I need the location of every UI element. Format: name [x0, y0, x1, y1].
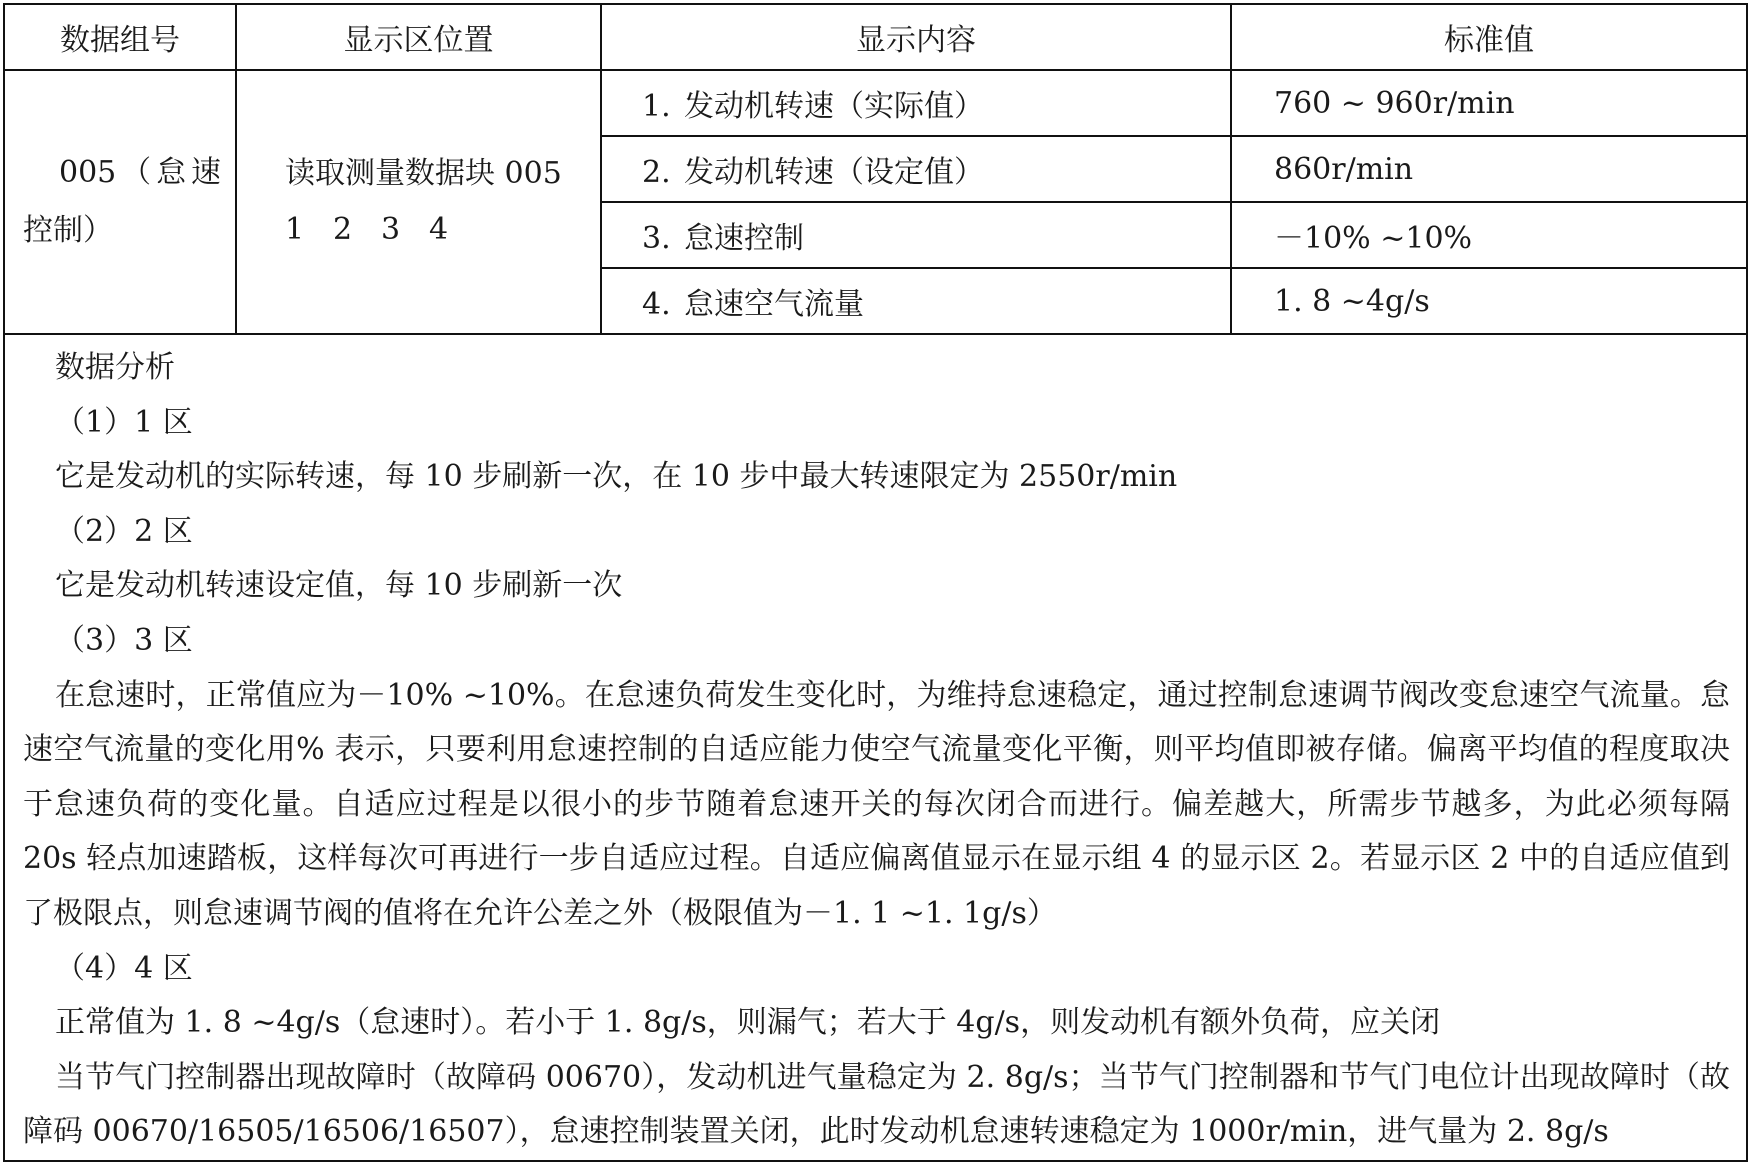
position-number: 3 — [381, 212, 401, 247]
content-text: 怠速控制 — [684, 221, 804, 256]
standard-value-cell: 860r/min — [1231, 136, 1747, 202]
zone3-heading: （3）3 区 — [55, 622, 193, 658]
zone3-text: 在怠速时，正常值应为－10% ~10%。在怠速负荷发生变化时，为维持怠速稳定，通过控制怠速调节阀改变怠速空气流量。怠速空气流量的变化用% 表示，只要利用怠速控制的自适应能力使空气流量变化平衡，则平均值即被存储。偏离平均值的程度取决于怠速负荷的变化量。自适应过程是以很小的步节随着怠速开关的每次闭合而进行。偏差越大，所需步节越多，为此必须每隔 20s 轻点加速踏板，这样每次可再进行一步自适应过程。自适应偏离值显示在显示组 4 的显示区 2。若显示区 2 中的自适应值到了极限点，则怠速调节阀的值将在允许公差之外（极限值为－1. 1 ~1. 1g/s） — [23, 677, 1730, 931]
zone2-heading: （2）2 区 — [55, 513, 193, 549]
analysis-title: 数据分析 — [55, 350, 175, 385]
header-group-number: 数据组号 — [4, 4, 236, 70]
row-number: 2. — [642, 155, 671, 190]
analysis-cell — [4, 334, 1747, 1161]
table-row — [4, 70, 1747, 136]
standard-value-cell: －10% ~10% — [1231, 202, 1747, 268]
group-number-line1: 005（怠速 — [59, 155, 221, 190]
display-position-cell — [236, 70, 601, 334]
row-number: 3. — [642, 221, 671, 256]
content-cell — [601, 202, 1231, 268]
zone4-text: 正常值为 1. 8 ~4g/s（怠速时）。若小于 1. 8g/s，则漏气；若大于 4g/s，则发动机有额外负荷，应关闭 — [55, 1005, 1441, 1041]
content-text: 发动机转速（实际值） — [684, 89, 984, 124]
standard-value-cell: 1. 8 ~4g/s — [1231, 268, 1747, 334]
analysis-row — [4, 334, 1747, 1161]
row-number: 4. — [642, 287, 671, 322]
content-text: 怠速空气流量 — [684, 287, 864, 322]
header-display-position: 显示区位置 — [236, 4, 601, 70]
table-header-row — [4, 4, 1747, 70]
standard-value-cell: 760 ~ 960r/min — [1231, 70, 1747, 136]
position-number: 4 — [429, 212, 449, 247]
group-number-cell — [4, 70, 236, 334]
position-number: 1 — [285, 212, 305, 247]
content-cell — [601, 268, 1231, 334]
position-number: 2 — [333, 212, 353, 247]
position-label: 读取测量数据块 005 — [285, 156, 562, 191]
header-display-content: 显示内容 — [601, 4, 1231, 70]
row-number: 1. — [642, 89, 671, 124]
content-text: 发动机转速（设定值） — [684, 155, 984, 190]
zone1-heading: （1）1 区 — [55, 404, 193, 440]
content-cell — [601, 136, 1231, 202]
zone4-heading: （4）4 区 — [55, 950, 193, 986]
content-cell — [601, 70, 1231, 136]
fault-text: 当节气门控制器出现故障时（故障码 00670），发动机进气量稳定为 2. 8g/s；当节气门控制器和节气门电位计出现故障时（故障码 00670/16505/16506/16507），怠速控制装置关闭，此时发动机怠速转速稳定为 1000r/min，进气量为 2. 8g/s — [23, 1059, 1730, 1150]
group-number-line2: 控制） — [23, 213, 113, 248]
zone1-text: 它是发动机的实际转速，每 10 步刷新一次，在 10 步中最大转速限定为 2550r/min — [55, 459, 1178, 495]
header-standard-value: 标准值 — [1231, 4, 1747, 70]
idle-control-data-table — [3, 3, 1748, 1162]
zone2-text: 它是发动机转速设定值，每 10 步刷新一次 — [55, 568, 623, 604]
position-numbers — [285, 202, 586, 258]
